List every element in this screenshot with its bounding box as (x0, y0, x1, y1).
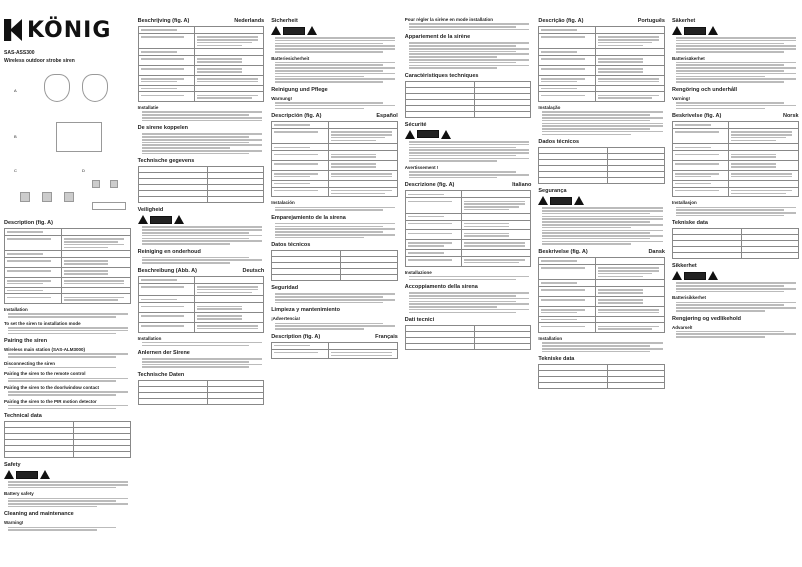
section-heading: Pairing the siren to the remote control (4, 371, 86, 377)
spec-table (138, 380, 265, 405)
section-heading: Reinigung und Pflege (271, 86, 328, 93)
section-heading: Tekniske data (671, 220, 708, 227)
dip-switch-image (20, 192, 30, 202)
section-heading: Advarsel! (671, 324, 693, 330)
warning-triangle-icon (405, 130, 415, 139)
section-heading: Batterisäkerhet (671, 55, 705, 61)
section-heading: Warning! (4, 520, 24, 526)
caution-label-icon (684, 272, 706, 280)
figure-label: C (14, 168, 17, 173)
section-heading: Säkerhet (671, 18, 696, 24)
section-heading: Rengöring och underhåll (671, 86, 738, 93)
warning-triangle-icon (4, 470, 14, 479)
section-heading: Dados técnicos (538, 139, 580, 146)
jumper-image (110, 180, 118, 188)
section-heading: Sécurité (404, 121, 427, 128)
section-heading: Batterisikkerhet (671, 295, 706, 301)
section-heading: Technische Daten (137, 372, 185, 379)
caution-label-icon (550, 197, 572, 205)
caution-banner (271, 26, 398, 35)
section-heading: Installazione (404, 269, 432, 275)
warning-triangle-icon (672, 271, 682, 280)
section-heading: ¡Advertencia! (271, 316, 300, 322)
section-heading: Pairing the siren to the door/window contact (4, 385, 100, 391)
description-table (538, 257, 665, 333)
section-heading: Limpieza y mantenimiento (271, 307, 340, 314)
warning-triangle-icon (40, 470, 50, 479)
section-heading: Reiniging en onderhoud (137, 248, 201, 255)
column-1 (0, 0, 134, 567)
column-6 (668, 0, 802, 567)
description-table (405, 190, 532, 266)
section-heading: Anlernen der Sirene (137, 350, 190, 357)
spec-table (405, 81, 532, 118)
section-heading: Pairing the siren (4, 338, 48, 345)
section-heading: Beskrivelse (fig. A) Dansk (538, 249, 665, 255)
section-heading: Installatie (137, 105, 159, 111)
switch-block-image (92, 202, 126, 210)
caution-label-icon (283, 27, 305, 35)
caution-label-icon (16, 471, 38, 479)
warning-triangle-icon (307, 26, 317, 35)
spec-table (138, 166, 265, 203)
section-heading: Appariement de la sirène (404, 34, 471, 41)
section-heading: Sicherheit (271, 18, 298, 24)
siren-back-image (82, 74, 108, 102)
section-heading: Beschreibung (Abb. A) Deutsch (137, 267, 265, 274)
warning-triangle-icon (708, 271, 718, 280)
section-heading: Installation (137, 335, 162, 341)
konig-logo-mark-icon (4, 19, 22, 41)
jumper-image (92, 180, 100, 188)
spec-table (538, 147, 665, 184)
caution-banner (138, 215, 265, 224)
section-heading: Batteriesicherheit (271, 55, 310, 61)
section-heading: Beskrivelse (fig. A) Norsk (671, 113, 799, 120)
column-4 (401, 0, 535, 567)
section-heading: Emparejamiento de la sirena (271, 214, 346, 221)
section-heading: Accoppiamento della sirena (404, 284, 478, 291)
brand-logo (4, 16, 131, 44)
figure-a (4, 70, 131, 110)
caution-label-icon (150, 216, 172, 224)
section-heading: Descripción (fig. A) Español (271, 113, 398, 120)
section-heading: Warnung! (271, 95, 293, 101)
section-heading: Avertissement ! (404, 165, 439, 171)
column-2 (134, 0, 268, 567)
section-heading: To set the siren to installation mode (4, 320, 81, 326)
caution-label-icon (684, 27, 706, 35)
spec-table (405, 325, 532, 350)
section-heading: De sirene koppelen (137, 125, 189, 132)
section-heading: Description (fig. A) Français (271, 333, 398, 340)
caution-banner (672, 26, 799, 35)
brand-name: KÖNIG (27, 17, 112, 43)
section-heading: Instalação (538, 105, 561, 111)
warning-triangle-icon (174, 215, 184, 224)
warning-triangle-icon (672, 26, 682, 35)
section-heading: Cleaning and maintenance (4, 511, 74, 518)
section-heading: Installation (538, 336, 563, 342)
warning-triangle-icon (538, 196, 548, 205)
section-heading: Sikkerhet (671, 263, 697, 270)
section-heading: Installasjon (671, 200, 697, 206)
description-table (672, 121, 799, 197)
section-heading: Varning! (671, 95, 690, 101)
warning-triangle-icon (271, 26, 281, 35)
section-heading: Segurança (538, 188, 567, 195)
section-heading: Datos técnicos (271, 242, 311, 249)
section-heading: Instalación (271, 200, 295, 206)
warning-triangle-icon (441, 130, 451, 139)
spec-table (4, 421, 131, 458)
section-heading: Tekniske data (538, 356, 575, 363)
description-table (271, 342, 398, 360)
spec-table (672, 228, 799, 259)
section-heading: Wireless main station (SAS-ALM3000) (4, 347, 85, 353)
caution-banner (4, 470, 131, 479)
dip-switch-image (42, 192, 52, 202)
figure-label: D (82, 168, 85, 173)
spec-table (538, 364, 665, 389)
model-number: SAS-ASS300 (4, 50, 35, 56)
siren-front-image (44, 74, 70, 102)
section-heading: Beschrijving (fig. A) Nederlands (137, 18, 265, 24)
section-heading: Disconnecting the siren (4, 360, 56, 366)
section-heading: Pairing the siren to the PIR motion detector (4, 398, 97, 404)
section-heading: Seguridad (271, 285, 299, 292)
section-heading: Technical data (4, 413, 42, 420)
column-3 (267, 0, 401, 567)
section-heading: Technische gegevens (137, 158, 195, 165)
description-table (271, 121, 398, 197)
section-heading: Descrizione (fig. A) Italiano (404, 182, 532, 189)
figure-b (4, 116, 131, 160)
warning-triangle-icon (138, 215, 148, 224)
figure-label: A (14, 88, 17, 93)
section-heading: Battery safety (4, 491, 34, 497)
section-heading: Rengjøring og vedlikehold (671, 315, 742, 322)
caution-label-icon (417, 130, 439, 138)
warning-triangle-icon (708, 26, 718, 35)
description-table (4, 228, 131, 304)
circuit-board-image (56, 122, 102, 152)
figure-label: B (14, 134, 17, 139)
description-table (538, 26, 665, 102)
figure-c-d (4, 166, 131, 216)
section-heading: Safety (4, 462, 21, 469)
warning-triangle-icon (574, 196, 584, 205)
section-heading: Installation (4, 307, 28, 313)
caution-banner (405, 130, 532, 139)
section-heading: Descrição (fig. A) Português (538, 18, 665, 24)
column-5 (534, 0, 668, 567)
section-heading: Caractéristiques techniques (404, 72, 479, 79)
product-title: Wireless outdoor strobe siren (4, 58, 75, 64)
section-heading: Dati tecnici (404, 317, 435, 324)
section-heading: Veiligheid (137, 207, 164, 214)
spec-table (271, 250, 398, 281)
description-table (138, 276, 265, 333)
section-heading: Description (fig. A) (4, 220, 53, 226)
caution-banner (538, 196, 665, 205)
description-table (138, 26, 265, 102)
dip-switch-image (64, 192, 74, 202)
caution-banner (672, 271, 799, 280)
section-heading: Pour régler la sirène en mode installation (404, 17, 494, 22)
